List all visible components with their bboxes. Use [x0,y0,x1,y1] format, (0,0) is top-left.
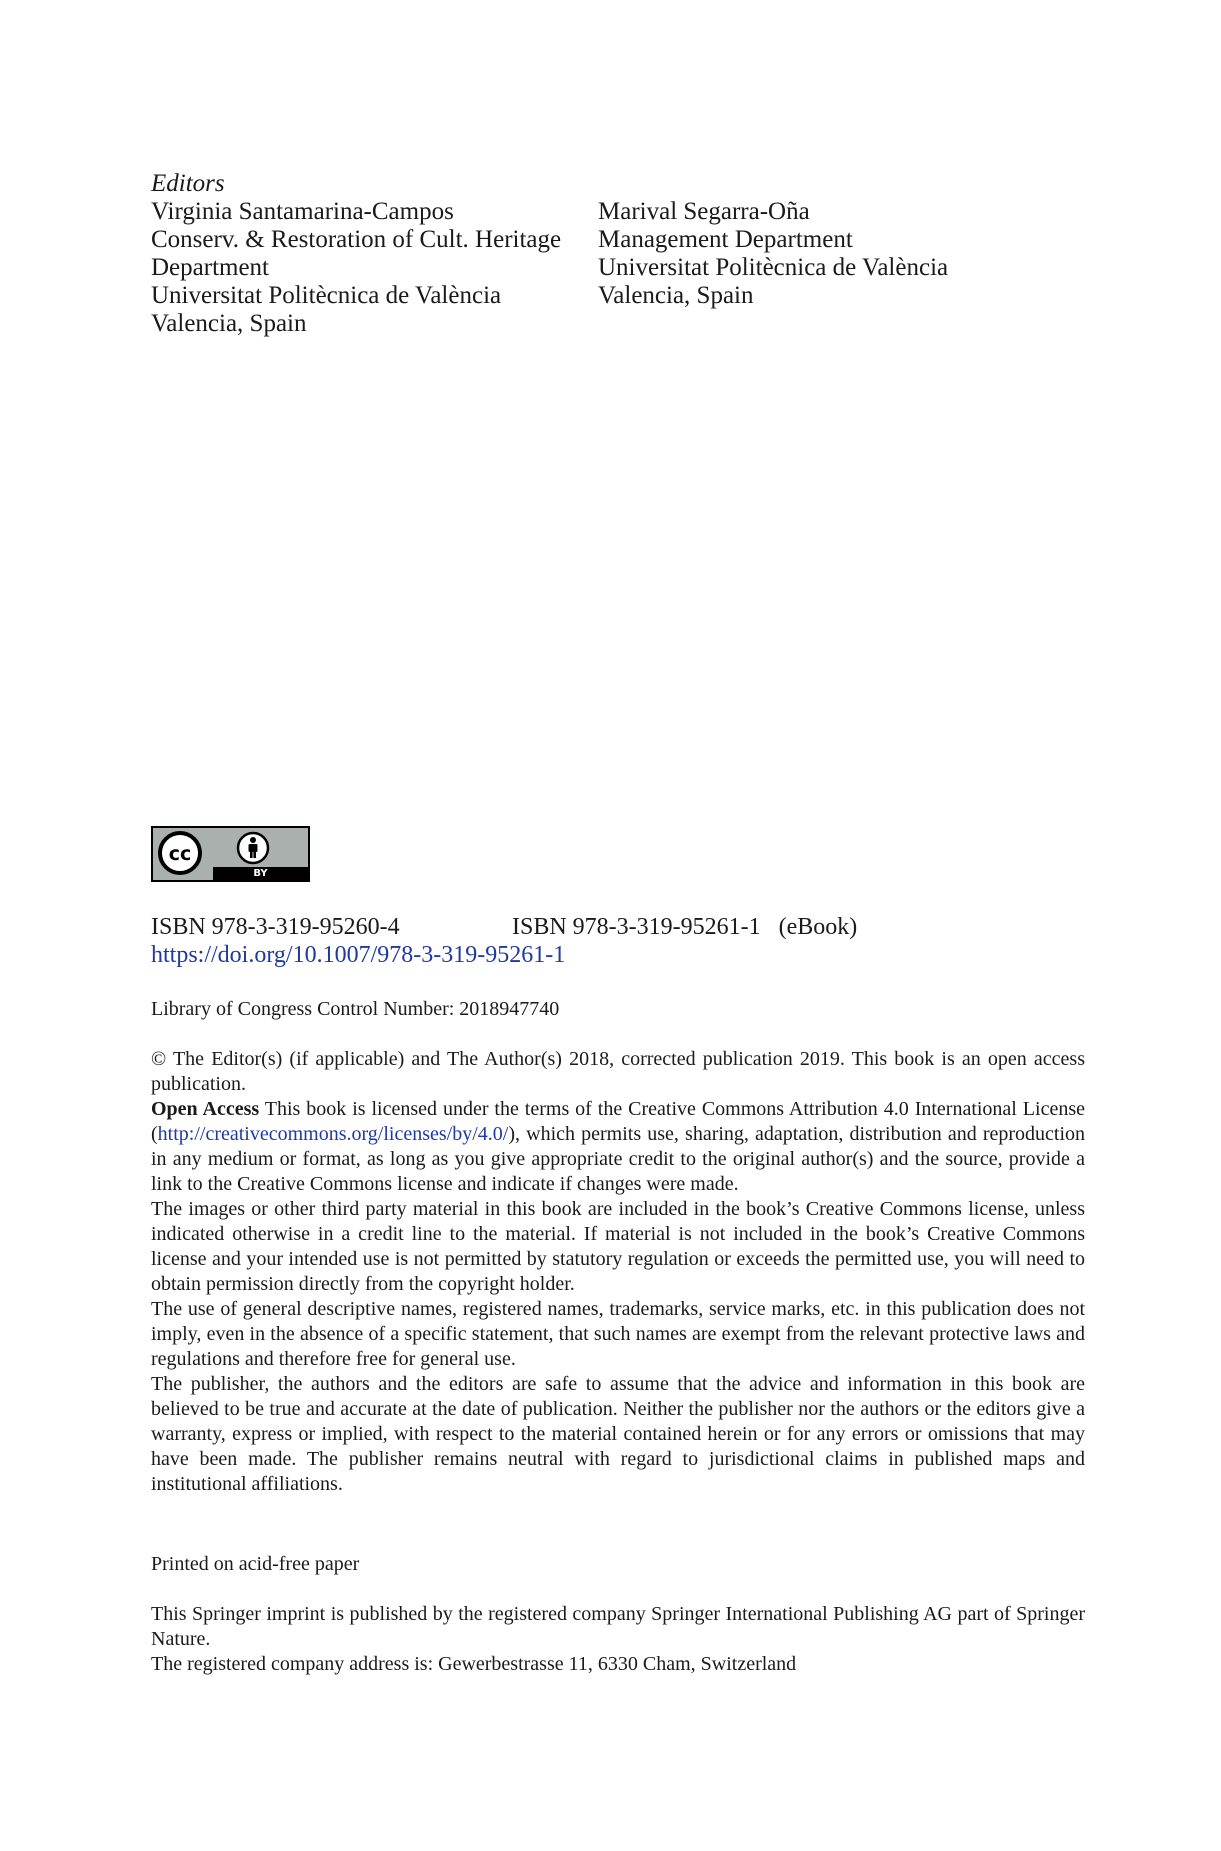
editor-left [151,198,571,338]
doi-link[interactable]: https://doi.org/10.1007/978-3-319-95261-1 [151,942,566,968]
company-address: The registered company address is: Gewerbestrasse 11, 6330 Cham, Switzerland [151,1653,797,1675]
publisher-paragraph: The publisher, the authors and the editors are safe to assume that the advice and information in this book are believed to be true and accurate at the date of publication. Neither the publisher nor the authors or the editors give a warranty, express or implied, with respect to the material contained herein or for any errors or omissions that may have been made. The publisher remains neutral with regard to jurisdictional claims in published maps and institutional affiliations. [151,1373,1085,1495]
isbn-print: ISBN 978-3-319-95260-4 [151,914,400,940]
open-access-text: This book is licensed under the terms of the Creative Commons Attribution 4.0 International License ( [151,1098,1085,1145]
isbn-ebook-note: (eBook) [778,914,858,940]
isbn-line [151,914,857,941]
third-party-paragraph: The images or other third party material in this book are included in the book’s Creative Commons license, unless indicated otherwise in a credit line to the material. If material is not included in the book’s Creative Commons license and your intended use is not permitted by statutory regulation or exceeds the permitted use, you will need to obtain permission directly from the copyright holder. [151,1198,1085,1295]
copyright-statement: © The Editor(s) (if applicable) and The Author(s) 2018, corrected publication 2019. This book is an open access publication. [151,1048,1085,1095]
editor-name: Virginia Santamarina-Campos [151,198,454,225]
editor-university: Universitat Politècnica de València [598,254,949,281]
editor-affiliation: Conserv. & Restoration of Cult. Heritage [151,226,562,253]
cc-by-license-badge [151,826,310,882]
editor-university: Universitat Politècnica de València [151,282,502,309]
isbn-ebook: ISBN 978-3-319-95261-1 [512,914,761,940]
imprint-line: This Springer imprint is published by the registered company Springer International Publishing AG part of Springer Nature. [151,1603,1085,1650]
editor-affiliation: Department [151,254,270,281]
open-access-text: ), which permits use, sharing, adaptation, distribution and reproduction in any medium or format, as long as you give appropriate credit to the original author(s) and the source, provide a link to the Creative Commons license and indicate if changes were made. [151,1123,1085,1195]
attribution-person-icon [236,831,270,865]
by-label: BY [253,868,268,879]
cc-glyph: cc [168,843,192,865]
creative-commons-icon [158,831,202,875]
open-access-paragraph [151,1097,1085,1197]
editor-location: Valencia, Spain [598,282,754,309]
lccn: Library of Congress Control Number: 2018947740 [151,998,560,1020]
license-link[interactable]: http://creativecommons.org/licenses/by/4.0/ [157,1123,509,1145]
editor-affiliation: Management Department [598,226,853,253]
imprint-info [151,1602,1085,1677]
acid-free-note: Printed on acid-free paper [151,1553,360,1575]
editor-right [598,198,1018,310]
names-paragraph: The use of general descriptive names, registered names, trademarks, service marks, etc. in this publication does not imply, even in the absence of a specific statement, that such names are exempt from the relevant protective laws and regulations and therefore free for general use. [151,1298,1085,1370]
editor-name: Marival Segarra-Oña [598,198,810,225]
editors-heading: Editors [151,170,225,197]
editor-location: Valencia, Spain [151,310,307,337]
open-access-label: Open Access [151,1098,260,1120]
legal-notice [151,1047,1085,1497]
